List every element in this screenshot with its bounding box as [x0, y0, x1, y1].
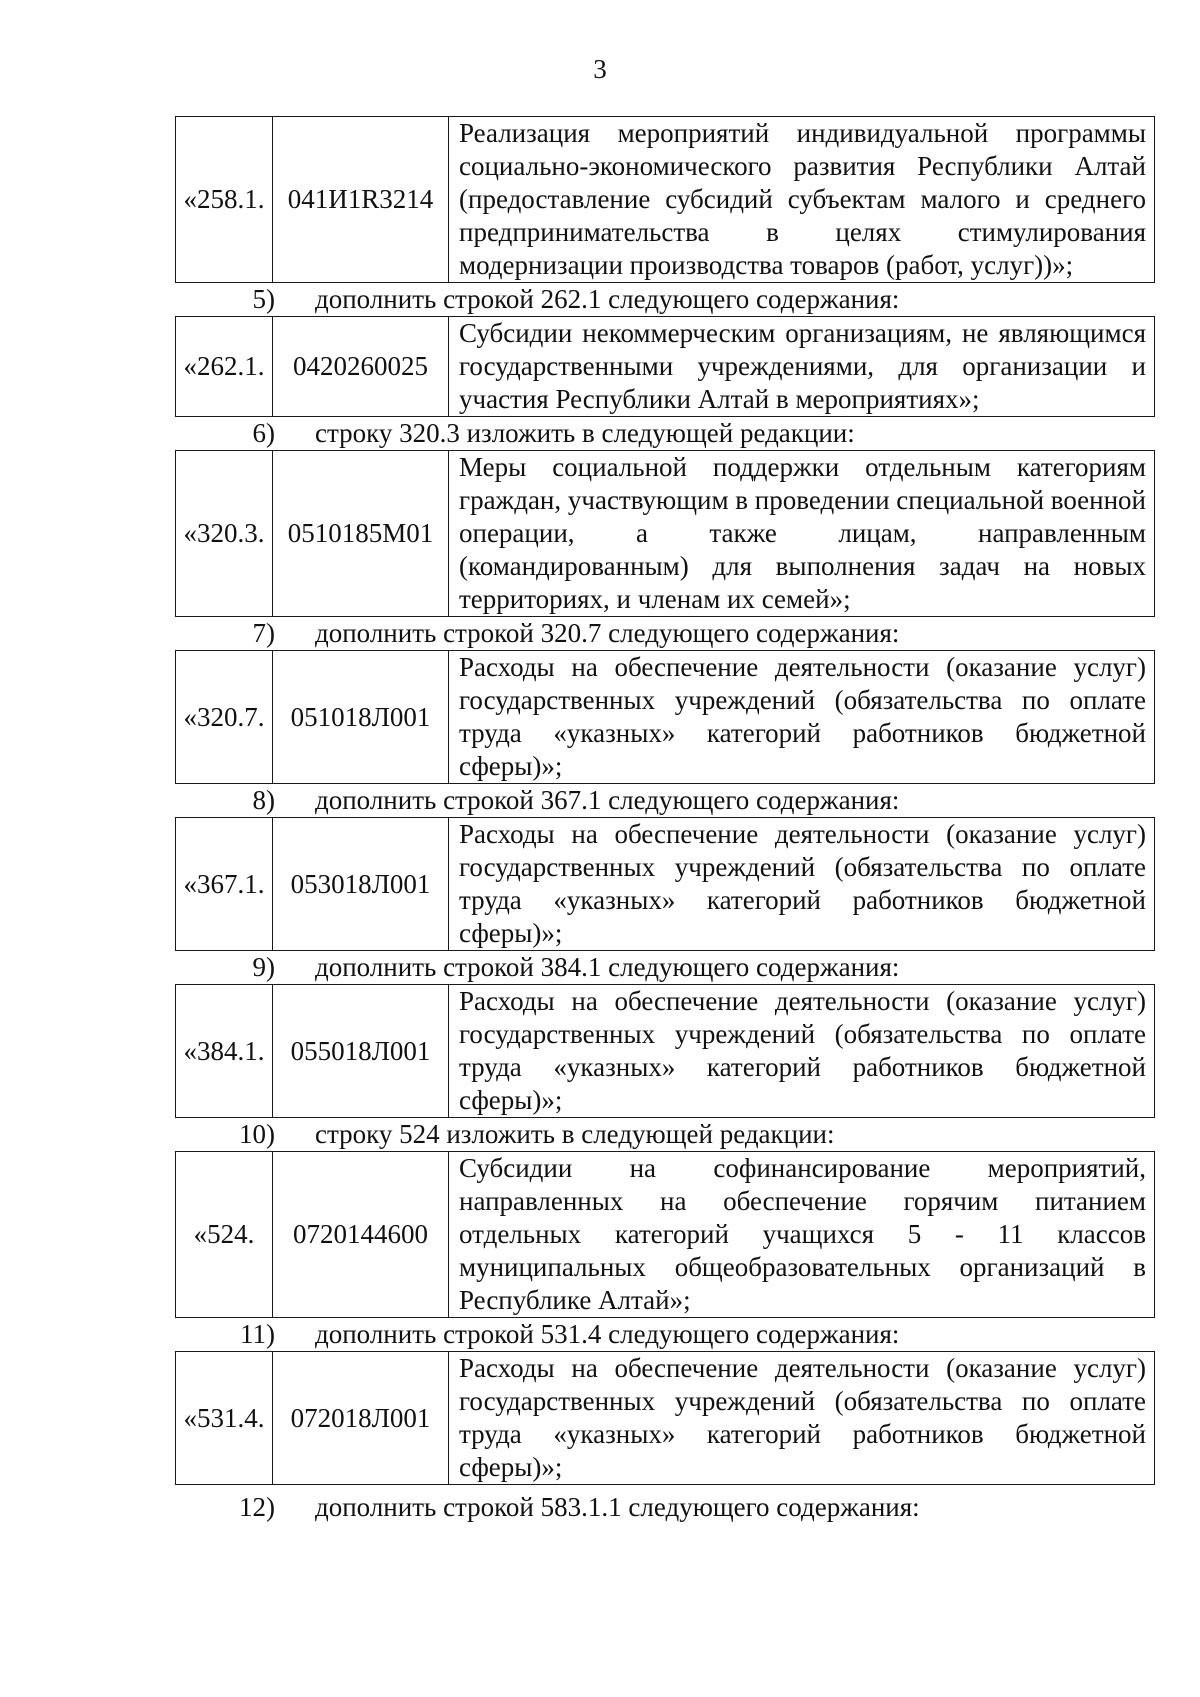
row-number: «524. — [176, 1152, 273, 1318]
row-code: 055018Л001 — [273, 985, 449, 1118]
instruction-index: 10) — [239, 1119, 275, 1149]
row-description: Расходы на обеспечение деятельности (оказание услуг) государственных учреждений (обязательства по оплате труда «указных» категорий работников бюджетной сферы)»; — [449, 1352, 1155, 1485]
instruction-index: 9) — [252, 952, 275, 982]
row-description: Субсидии некоммерческим организациям, не являющимся государственными учреждениями, для организации и участия Республики Алтай в мероприятиях»; — [449, 317, 1155, 417]
amendment-instruction — [175, 1118, 1155, 1151]
row-description: Субсидии на софинансирование мероприятий, направленных на обеспечение горячим питанием отдельных категорий учащихся 5 - 11 классов муниципальных общеобразовательных организаций в Республике Алтай»; — [449, 1152, 1155, 1318]
instruction-index: 11) — [240, 1319, 275, 1349]
row-number: «262.1. — [176, 317, 273, 417]
instruction-index: 5) — [252, 284, 275, 314]
table-row — [175, 450, 1155, 617]
row-number: «384.1. — [176, 985, 273, 1118]
row-number: «367.1. — [176, 818, 273, 951]
instruction-index: 6) — [252, 418, 275, 448]
instruction-index: 12) — [239, 1492, 275, 1522]
instruction-text: дополнить строкой 384.1 следующего содержания: — [315, 952, 900, 982]
instruction-text: строку 524 изложить в следующей редакции: — [315, 1119, 835, 1149]
row-code: 053018Л001 — [273, 818, 449, 951]
page-number: 3 — [593, 54, 607, 84]
instruction-text: дополнить строкой 531.4 следующего содержания: — [315, 1319, 900, 1349]
row-description: Меры социальной поддержки отдельным категориям граждан, участвующим в проведении специальной военной операции, а также лицам, направленным (командированным) для выполнения задач на новых территориях, и членам их семей»; — [449, 451, 1155, 617]
table-row — [175, 984, 1155, 1118]
instruction-text: дополнить строкой 320.7 следующего содержания: — [315, 618, 900, 648]
row-description: Расходы на обеспечение деятельности (оказание услуг) государственных учреждений (обязательства по оплате труда «указных» категорий работников бюджетной сферы)»; — [449, 985, 1155, 1118]
row-code: 051018Л001 — [273, 651, 449, 784]
amendment-instruction — [175, 617, 1155, 650]
table-row — [175, 1151, 1155, 1318]
amendment-instruction — [175, 283, 1155, 316]
instruction-text: дополнить строкой 262.1 следующего содержания: — [315, 284, 900, 314]
row-number: «320.3. — [176, 451, 273, 617]
table-row — [175, 1351, 1155, 1485]
row-code: 041И1R3214 — [273, 117, 449, 283]
amendment-instruction — [175, 784, 1155, 817]
amendment-instruction — [175, 1318, 1155, 1351]
row-number: «320.7. — [176, 651, 273, 784]
row-code: 0720144600 — [273, 1152, 449, 1318]
table-row — [175, 817, 1155, 951]
instruction-text: дополнить строкой 367.1 следующего содержания: — [315, 785, 900, 815]
row-code: 0420260025 — [273, 317, 449, 417]
amendment-instruction — [175, 1491, 1155, 1524]
row-description: Расходы на обеспечение деятельности (оказание услуг) государственных учреждений (обязательства по оплате труда «указных» категорий работников бюджетной сферы)»; — [449, 651, 1155, 784]
instruction-index: 7) — [252, 618, 275, 648]
table-row — [175, 650, 1155, 784]
row-code: 0510185М01 — [273, 451, 449, 617]
row-number: «258.1. — [176, 117, 273, 283]
instruction-text: дополнить строкой 583.1.1 следующего содержания: — [315, 1492, 920, 1522]
amendment-instruction — [175, 417, 1155, 450]
document-body — [175, 116, 1155, 1524]
row-description: Расходы на обеспечение деятельности (оказание услуг) государственных учреждений (обязательства по оплате труда «указных» категорий работников бюджетной сферы)»; — [449, 818, 1155, 951]
row-code: 072018Л001 — [273, 1352, 449, 1485]
table-row — [175, 316, 1155, 417]
row-number: «531.4. — [176, 1352, 273, 1485]
instruction-index: 8) — [252, 785, 275, 815]
amendment-instruction — [175, 951, 1155, 984]
table-row — [175, 116, 1155, 283]
row-description: Реализация мероприятий индивидуальной программы социально-экономического развития Республики Алтай (предоставление субсидий субъектам малого и среднего предпринимательства в целях стимулирования модернизации производства товаров (работ, услуг))»; — [449, 117, 1155, 283]
instruction-text: строку 320.3 изложить в следующей редакции: — [315, 418, 855, 448]
